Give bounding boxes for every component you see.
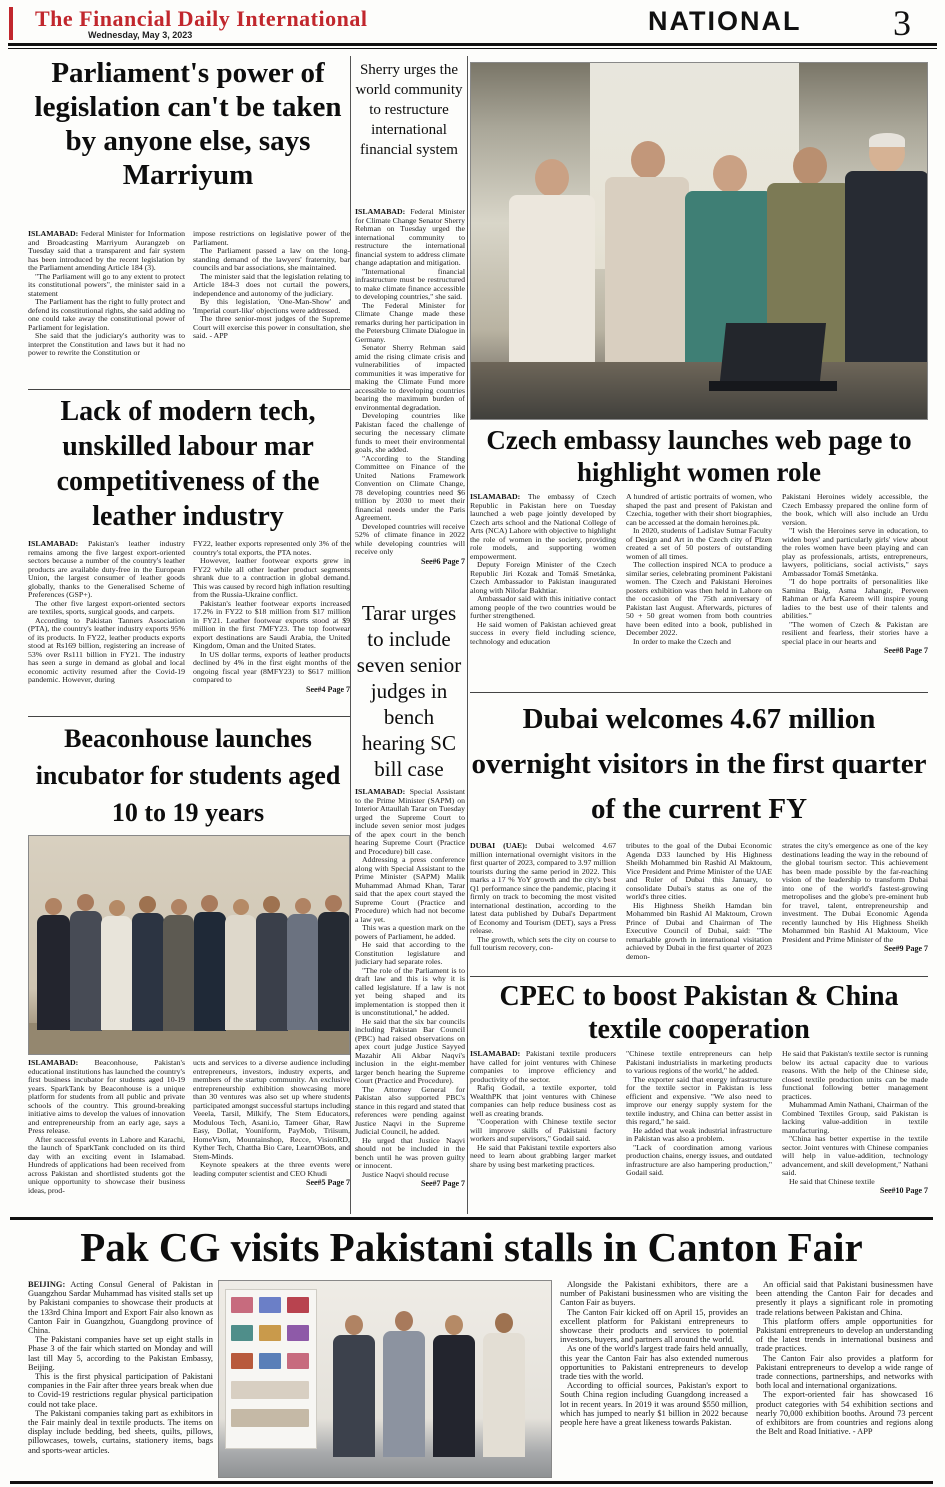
- product-box: [259, 1325, 281, 1341]
- sherry-jumpline: See#6 Page 7: [421, 556, 465, 566]
- person-head: [45, 898, 62, 915]
- paragraph: impose restrictions on legislative power of the Parliament.: [193, 230, 350, 247]
- paragraph: The Canton Fair also provides a platform for Pakistani entrepreneurs to develop a wide range of trade connections, partnerships, and networks with both local and international organizations.: [756, 1353, 933, 1391]
- person-head: [109, 900, 125, 916]
- paragraph-list: [470, 561, 616, 646]
- person-figure: [163, 915, 194, 1031]
- paragraph-list: [28, 273, 185, 358]
- person-figure: [509, 195, 595, 375]
- dateline: ISLAMABAD:: [28, 1059, 79, 1067]
- paragraph: ISLAMABAD: Pakistani textile producers have called for joint ventures with Chinese companies to improve efficiency and productivity of the sector.: [470, 1050, 617, 1084]
- paragraph-list: [626, 493, 772, 646]
- masthead-title: The Financial Daily International: [35, 6, 368, 31]
- column-rule-left: [350, 56, 351, 1214]
- person-head: [713, 155, 747, 193]
- page-number: 3: [893, 3, 911, 43]
- section-label: NATIONAL: [648, 6, 802, 36]
- paragraph: ISLAMABAD: Pakistan's leather industry remains among the five largest export-oriented sectors because a number of the country's leather products are available duty-free in the European Union, the largest consumer of leather goods globally, thanks to the Generalised Scheme of Preferences (GSP+).: [28, 540, 186, 599]
- paragraph-list: [782, 1050, 928, 1186]
- paragraph: In order to make the Czech and: [633, 636, 731, 646]
- beaconhouse-jumpline: See#5 Page 7: [306, 1178, 350, 1187]
- paragraph: In 2020, students of Ladislav Sutnar Faculty of Design and Art in the Czech city of Plzen created a set of 50 posters of outstanding women of all times.: [626, 526, 772, 561]
- laptop-base: [709, 381, 837, 391]
- canton-col2: [560, 1280, 748, 1478]
- person-head: [793, 147, 827, 185]
- paragraph: Muhammad Amin Nathani, Chairman of the Combined Textiles Group, said Pakistan is lacking value-addition in textile manufacturing.: [782, 1100, 928, 1135]
- product-box: [231, 1353, 253, 1369]
- paragraph: ISLAMABAD: Special Assistant to the Prime Minister (SAPM) on Interior Attaullah Tarar on Tuesday urged the Supreme Court to include seven senior most judges of the apex court in the bench hearing Supreme Court (Practice and Procedure) bill case.: [355, 788, 465, 856]
- paragraph: Senator Sherry Rehman said amid the rising climate crisis and vulnerabilities of impacted communities it was imperative for making the Climate Fund more accessible to developing countries bearing the maximum burden of environmental degradation.: [355, 343, 465, 412]
- photo-table: [471, 362, 927, 419]
- paragraph: "Cooperation with Chinese textile sector will improve skills of Pakistani factory workers and supervisors," Godail said.: [470, 1117, 616, 1143]
- person-hair: [869, 133, 905, 147]
- person-figure: [132, 913, 164, 1031]
- paragraph: Alongside the Pakistani exhibitors, there are a number of Pakistani businessmen who are visiting the Canton Fair as buyers.: [560, 1280, 748, 1308]
- paragraph: Developed countries will receive 52% of climate finance in 2022 while developing countries will receive only: [355, 521, 465, 556]
- paragraph: She said that the judiciary's authority was to interpret the Constitution and laws but it had no power to rewrite the Constitution or: [28, 331, 185, 357]
- paragraph: "The role of the Parliament is to draft law and this is why it is called legislature. If a law is not yet being shaped and its implementation is stopped then it is unconstitutional," he added.: [355, 965, 465, 1017]
- product-box: [287, 1325, 309, 1341]
- leather-jumpline: See#4 Page 7: [306, 684, 350, 694]
- paragraph: He said that according to the Constitution legislature and judiciary had separate roles.: [355, 940, 465, 966]
- paragraph: "I do hope portraits of personalities like Samina Baig, Asma Jahangir, Perween Rahman or Arfa Kareem will inspire young ladies to the best use of their talents and abilities.": [782, 577, 928, 620]
- paragraph: However, leather footwear exports grew in FY22 while all other leather product segments shrank due to a contraction in global demand. This was caused by record high inflation resulting from the Russia-Ukraine conflict.: [193, 556, 350, 599]
- column-rule-right: [467, 56, 468, 1214]
- tarar-headline: Tarar urges to include seven senior judges in bench hearing SC bill case: [356, 601, 462, 781]
- person-figure: [225, 915, 256, 1030]
- person-figure: [287, 914, 318, 1030]
- divider-thick: [10, 1217, 933, 1220]
- product-box: [287, 1353, 309, 1369]
- paragraph-list: [28, 600, 185, 685]
- person-figure: [333, 1335, 375, 1457]
- paragraph: Deputy Foreign Minister of the Czech Republic Jiri Kozak and Tomáš Smetánka, Czech Ambassador to Pakistan inaugurated along with Nilofar Bakhtiar.: [470, 560, 616, 595]
- paragraph: He added that weak industrial infrastructure in Pakistan was also a problem.: [626, 1125, 772, 1143]
- paragraph-list: [193, 230, 350, 341]
- paragraph: The growth, which sets the city on course to full tourism recovery, con-: [470, 934, 616, 952]
- person-figure: [37, 915, 70, 1030]
- leather-headline: Lack of modern tech, unskilled labour mar competitiveness of the leather industry: [56, 396, 320, 532]
- product-box: [231, 1409, 309, 1427]
- person-head: [295, 898, 311, 914]
- czech-col2: [626, 493, 772, 656]
- dubai-body: [470, 842, 928, 974]
- person-figure: [318, 912, 350, 1031]
- header-rule: [8, 43, 937, 49]
- paragraph: BEIJING: Acting Consul General of Pakistan in Guangzhou Sardar Muhammad has visited stalls set up by Pakistani companies to showcase their products at the 133rd China Import and Export Fair also known as Canton Fair in Guangzhou, Guangdong province of China.: [28, 1280, 213, 1336]
- czech-jumpline: See#8 Page 7: [884, 646, 928, 655]
- paragraph: He said that Chinese textile: [789, 1176, 875, 1186]
- paragraph-list: [470, 936, 616, 953]
- dateline: DUBAI (UAE):: [470, 842, 528, 850]
- dubai-col1: [470, 842, 616, 961]
- paragraph: The Federal Minister for Climate Change made these remarks during her participation in the Petersburg Climate Dialogue in Germany.: [355, 300, 465, 344]
- person-head: [631, 141, 665, 179]
- paragraph: The Attorney General for Pakistan also supported PBC's stance in this regard and stated that references were pending against Justice Naqvi in the Supreme Judicial Council, he added.: [355, 1084, 465, 1136]
- paragraph: This platform offers ample opportunities for Pakistani entrepreneurs to develop an understanding of the latest trends in international business and trade practices.: [756, 1316, 933, 1354]
- paragraph: This was a question mark on the powers of Parliament, he added.: [355, 923, 465, 941]
- paragraph: "China has better expertise in the textile sector. Joint ventures with Chinese companies will help in value-addition, technology advancement, and skill development," Nathani said.: [782, 1134, 928, 1177]
- paragraph: He said that Pakistani textile exporters also need to learn about grabbing larger market share by using best marketing practices.: [470, 1142, 616, 1169]
- dateline: ISLAMABAD:: [470, 1050, 521, 1058]
- masthead-red-mark: [9, 7, 13, 40]
- dubai-col3: [782, 842, 928, 961]
- product-box: [259, 1353, 281, 1369]
- paragraph: "Lack of coordination among various production chains, energy issues, and outdated infrastructure are also hampering production," Godail said.: [626, 1142, 772, 1177]
- paragraph: The other five largest export-oriented sectors are textiles, sports, surgical goods, and carpets.: [28, 598, 185, 616]
- paragraph: "International financial infrastructure must be restructured to make climate finance accessible to developing countries," she said.: [355, 266, 465, 301]
- paragraph: "I wish the Heroines serve in education, to widen boys' and particularly girls' view about the roles women have been playing and can play as professionals, artists, entrepreneurs, lawyers, politicians, social activists," says Ambassador Tomáš Smetánka.: [782, 526, 928, 578]
- beaconhouse-col2: [193, 1059, 350, 1195]
- dateline: ISLAMABAD:: [28, 540, 79, 548]
- paragraph: DUBAI (UAE): Dubai welcomed 4.67 million international overnight visitors in the first quarter of 2023, compared to 3.97 million tourists during the same period in 2022. This marks a 17 % YoY growth and the city's best Q1 performance since the pandemic, placing it firmly on track to becoming the most visited international destination, according to the latest data published by Dubai's Department of Economy and Tourism (DET), says a Press release.: [470, 842, 617, 935]
- product-box: [231, 1297, 253, 1313]
- sherry-headline: Sherry urges the world community to restructure international financial system: [355, 62, 463, 158]
- person-head: [495, 1313, 513, 1333]
- dateline: ISLAMABAD:: [28, 230, 79, 238]
- paragraph: This is the first physical participation of Pakistani companies in the Fair after three years break when due to Covid-19 restrictions regular physical participation could not take place.: [28, 1372, 213, 1409]
- paragraph: The Canton Fair kicked off on April 15, provides an excellent platform for Pakistani entrepreneurs to showcase their products and services to potential investors, buyers, and partners all around the world.: [560, 1307, 748, 1345]
- paragraph-list: [28, 1335, 213, 1455]
- paragraph-list: [560, 1280, 748, 1427]
- paragraph: Ambassador said with this initiative contact among people of the two countries would be further strengthened.: [470, 594, 616, 620]
- paragraph: ISLAMABAD: Federal Minister for Information and Broadcasting Marriyum Aurangzeb on Tuesday said that a transparent and fair system has been introduced by the recent legislation by the Parliament amending Article 184 (3).: [28, 230, 185, 272]
- paragraph: strates the city's emergence as one of the key destinations leading the way in the rebound of the global tourism sector. This achievement has been made possible by the far-reaching vision of the leadership to transform Dubai into one of the world's fastest-growing metropolises and the globe's pre-eminent hub for travel, talent, entrepreneurship and investment. The Dubai Economic Agenda recently launched by His Highness Sheikh Mohammed bin Rashid Al Maktoum, Vice President and Prime Minister of the: [782, 842, 928, 944]
- paragraph: His Highness Sheikh Hamdan bin Mohammed bin Rashid Al Maktoum, Crown Prince of Dubai and Chairman of The Executive Council of Dubai, said: "The remarkable growth in international visitation achieved by Dubai in the first quarter of 2023 demon-: [626, 900, 772, 961]
- czech-photo: [470, 62, 928, 420]
- page-bottom-rule: [10, 1481, 933, 1484]
- paragraph: Rafiq Godail, a textile exporter, told WealthPK that joint ventures with Chinese companies can help reduce business cost as well as creating brands.: [470, 1083, 616, 1118]
- czech-headline: Czech embassy launches web page to highlight women role: [486, 425, 912, 487]
- paragraph: FY22, leather exports represented only 3% of the country's total exports, the PTA notes.: [193, 540, 350, 557]
- paragraph: The Parliament has the right to fully protect and defend its constitutional rights, she said adding no one could take away the constitutional power of Parliament for legislation.: [28, 297, 185, 332]
- person-head: [345, 1315, 363, 1335]
- paragraph: He said that the six bar councils including Pakistan Bar Council (PBC) had raised observations on apex court judge Justice Sayyed Mazahir Ali Akbar Naqvi's inclusion in the eight-member larger bench hearing the Supreme Court (Practice and Procedure).: [355, 1016, 465, 1085]
- paragraph: The three senior-most judges of the Supreme Court will exercise this power in consultation, she said. - APP: [193, 314, 350, 340]
- dateline: BEIJING:: [28, 1280, 66, 1289]
- cpec-col1: [470, 1050, 616, 1196]
- leather-body: [28, 540, 350, 712]
- paragraph: The Parliament passed a law on the long-standing demand of the lawyers' fraternity, bar councils and bar associations, she maintained.: [193, 246, 350, 272]
- person-head: [139, 896, 156, 913]
- dateline: ISLAMABAD:: [355, 788, 406, 796]
- paragraph: An official said that Pakistani businessmen have been attending the Canton Fair for decades and presently it plays a significant role in promoting trade relations between Pakistan and China.: [756, 1280, 933, 1317]
- paragraph: The Pakistani companies taking part as exhibitors in the Fair mainly deal in textile products. The items on display include bedding, bed sheets, quilts, pillows, pillowcases, towels, curtains, stationery items, bags and sports-wear articles.: [28, 1408, 213, 1455]
- canton-headline: Pak CG visits Pakistani stalls in Canton Fair: [80, 1224, 863, 1270]
- canton-col3: [756, 1280, 933, 1478]
- paragraph: Developing countries like Pakistan faced the challenge of securing the necessary climate funds to meet their environmental goals, she added.: [355, 411, 465, 454]
- paragraph: ISLAMABAD: Beaconhouse, Pakistan's educational institutions has launched the country's first business incubator for students aged 10-19 years. SparkTank by Beaconhouse is a unique platform for students from all public and private schools of the country. This ground-breaking initiative aims to develop the values of innovation and entrepreneurship from an early age, says a Press release.: [28, 1059, 185, 1135]
- tarar-body: [355, 788, 465, 1216]
- sherry-body: [355, 208, 465, 586]
- person-figure: [101, 916, 132, 1030]
- paragraph: Pakistani Heroines widely accessible, the Czech Embassy prepared the online form of the book, which will also include an Urdu version.: [782, 493, 928, 527]
- paragraph-list: [626, 1050, 772, 1178]
- paragraph-list: [782, 493, 928, 646]
- dubai-col2: [626, 842, 772, 961]
- paragraph: The export-oriented fair has showcased 16 product categories with 54 exhibition sections and nearly 70,000 exhibition booths. Around 73 percent of exhibitors are from countries and regions along the Belt and Road Initiative. - APP: [756, 1390, 933, 1437]
- paragraph: The Pakistani companies have set up eight stalls in Phase 3 of the fair which started on Monday and will last till May 5, according to the Pakistan Embassy, Beijing.: [28, 1335, 213, 1372]
- paragraph: "According to the Standing Committee on Finance of the United Nations Framework Convention on Climate Change, 78 developing countries need $6 trillion by 2030 to meet their financial needs under the Paris Agreement.: [355, 453, 465, 522]
- paragraph: He said that Pakistan's textile sector is running below its actual capacity due to various reasons. With the help of the Chinese side, closed textile production units can be made functional following better management practices.: [782, 1050, 928, 1101]
- beaconhouse-photo: [28, 835, 350, 1055]
- paragraph: "Chinese textile entrepreneurs can help Pakistani industrialists in marketing products to various regions of the world," he added.: [626, 1050, 772, 1075]
- czech-col3: [782, 493, 928, 656]
- paragraph-list: [756, 1280, 933, 1436]
- tarar-jumpline: See#7 Page 7: [421, 1179, 465, 1188]
- paragraph: ISLAMABAD: The embassy of Czech Republic in Pakistan here on Tuesday launched a web page jointly developed by Czech arts school and the National College of Arts (NCA) Lahore with objective to highlight the role of women in the society, providing role models, and supporting women empowerment.: [470, 493, 616, 561]
- beaconhouse-headline: Beaconhouse launches incubator for students aged 10 to 19 years: [35, 724, 341, 827]
- paragraph-list: [355, 268, 465, 557]
- person-head: [263, 896, 280, 913]
- paragraph: After successful events in Lahore and Karachi, the launch of SparkTank concluded on its third day with an exciting event in Islamabad. Hundreds of applications had been received from across Pakistan and shortlisted students got the unique opportunity to showcase their business ideas, prod-: [28, 1134, 185, 1195]
- parliament-headline: Parliament's power of legislation can't be taken by anyone else, says Marriyum: [34, 57, 342, 191]
- person-head: [535, 159, 569, 197]
- person-figure: [483, 1333, 525, 1457]
- paragraph: Pakistan's leather footwear exports increased 17.2% in FY22 to $18 million from $17 million in FY21. Leather footwear exports stood at $9 million in the first 7MFY23. The top footwear export destinations are Saudi Arabia, the United Kingdom, Oman and the United States.: [193, 598, 350, 650]
- paragraph: In US dollar terms, exports of leather products declined by 4% in the first eight months of the ongoing fiscal year (8MFY23) to $617 million compared to: [193, 649, 350, 684]
- laptop-screen: [720, 323, 826, 381]
- dubai-jumpline: See#9 Page 7: [884, 944, 928, 953]
- dateline: ISLAMABAD:: [470, 493, 521, 501]
- czech-body: [470, 493, 928, 689]
- person-head: [395, 1311, 413, 1331]
- product-box: [231, 1381, 309, 1399]
- divider: [28, 716, 350, 717]
- paragraph-list: [355, 856, 465, 1179]
- person-head: [233, 899, 249, 915]
- paragraph: According to Pakistan Tanners Association (PTA), the country's leather industry exports 95% of its products. In FY22, leather products exports stood at Rs169 billion, registering an increase of 53% over Rs111 billion in FY21. The industry has seen a surge in demand as global and local economic activity resumed after the Covid-19 pandemic. However, during: [28, 615, 185, 684]
- paragraph: The exporter said that energy infrastructure for the textile sector in Pakistan is less efficient and expensive. "We also need to improve our energy supply system for the textile industry, and China can better assist in this regard," he said.: [626, 1074, 772, 1126]
- cpec-headline: CPEC to boost Pakistan & China textile cooperation: [499, 981, 899, 1045]
- paragraph: Addressing a press conference along with Special Assistant to the Prime Minister (SAPM) Malik Muhammad Ahmad Khan, Tarar said that the apex court stayed the Supreme Court (Practice and Procedure) which had not become a law yet.: [355, 855, 465, 924]
- beaconhouse-col1: [28, 1059, 185, 1195]
- product-box: [287, 1297, 309, 1313]
- paragraph: He said women of Pakistan achieved great success in every field including science, technology and education: [470, 619, 616, 646]
- paragraph-list: [193, 1059, 350, 1178]
- person-figure: [845, 171, 928, 381]
- divider: [470, 692, 928, 693]
- person-figure: [256, 913, 288, 1031]
- paragraph: ISLAMABAD: Federal Minister for Climate Change Senator Sherry Rehman on Tuesday urged the international community to restructure the international financial system to address climate change adaptation and mitigation.: [355, 208, 465, 267]
- czech-col1: [470, 493, 616, 656]
- person-figure: [70, 911, 102, 1031]
- paragraph: According to official sources, Pakistan's export to South China region including Guangdong increased a lot in recent years. In 2019 it was around $550 million, which has jumped to nearly $1 billion in 2022 because people here have a great likeness towards Pakistan.: [560, 1381, 748, 1428]
- canton-photo: [218, 1280, 552, 1478]
- paragraph: tributes to the goal of the Dubai Economic Agenda D33 launched by His Highness Sheikh Mohammed bin Rashid Al Maktoum, Vice President and Prime Minister of the UAE and Ruler of Dubai this January, to consolidate Dubai's status as one of the world's three cities.: [626, 842, 772, 901]
- paragraph: Keynote speakers at the three events were leading computer scientist and CEO Khudi: [193, 1160, 350, 1178]
- person-figure: [433, 1335, 475, 1457]
- cpec-col3: [782, 1050, 928, 1196]
- paragraph: ucts and services to a diverse audience including entrepreneurs, investors, industry experts, and members of the startup community. An exclusive entrepreneurship exhibition showcasing more than 30 ventures was also set up where students participated amongst successful startups including Veeela, Tarsil, Milkify, The Stem Educators, Modulous Tech, Asani.io, Tameer Ghar, Raw Easy, Dollat, Youniform, PayMob, Triisum, HomeVism, Mountainshop, Recce, VisionRD, Kyther Tech, Chattha Bio Care, LearnOBots, and Stem-Minds.: [193, 1059, 350, 1161]
- dateline: ISLAMABAD:: [355, 208, 406, 216]
- paragraph-list: [470, 1084, 616, 1169]
- person-head: [171, 899, 187, 915]
- person-head: [325, 895, 342, 912]
- cpec-body: [470, 1050, 928, 1214]
- parliament-col1: [28, 230, 185, 358]
- divider: [470, 976, 928, 977]
- paragraph: The collection inspired NCA to produce a similar series, celebrating prominent Pakistani women. The Czech and Pakistani Heroines posters exhibition was then held in Lahore on the occasion of the 75th anniversary of Pakistan last August. Afterwards, pictures of 50 + 50 great women from both countries have been edited into a book, published in December 2022.: [626, 560, 772, 637]
- person-head: [445, 1315, 463, 1335]
- paragraph: "The Parliament will go to any extent to protect its constitutional powers", the minister said in a statement: [28, 271, 185, 298]
- leather-col2: [193, 540, 350, 694]
- person-head: [77, 894, 94, 911]
- person-head: [201, 895, 218, 912]
- paragraph-list: [28, 1136, 185, 1196]
- paragraph: Justice Naqvi should recuse: [362, 1169, 449, 1179]
- parliament-body: [28, 230, 350, 386]
- cpec-col2: [626, 1050, 772, 1196]
- cpec-jumpline: See#10 Page 7: [880, 1186, 928, 1195]
- paragraph-list: [193, 540, 350, 685]
- person-figure: [383, 1331, 425, 1457]
- paragraph-list: [782, 842, 928, 944]
- dubai-headline: Dubai welcomes 4.67 million overnight visitors in the first quarter of the current FY: [471, 703, 927, 825]
- paragraph: A hundred of artistic portraits of women, who shaped the past and present of Pakistan and Czechia, together with their short biographies, can be accessed at the domain heroines.pk.: [626, 493, 772, 527]
- paragraph: The minister said that the legislation relating to Article 184-3 does not curtail the powers, independence and autonomy of the judiciary.: [193, 271, 350, 298]
- paragraph: As one of the world's largest trade fairs held annually, this year the Canton Fair has also extended numerous opportunities to Pakistani entrepreneurs to develop trade ties with the world.: [560, 1344, 748, 1382]
- masthead-date: Wednesday, May 3, 2023: [88, 30, 193, 40]
- product-box: [259, 1297, 281, 1313]
- leather-col1: [28, 540, 185, 694]
- paragraph-list: [626, 842, 772, 961]
- paragraph: "The women of Czech & Pakistan are resilient and fearless, their stories have a special place in our hearts and: [782, 619, 928, 646]
- canton-col1: [28, 1280, 213, 1478]
- paragraph: He urged that Justice Naqvi should not be included in the bench until he was proven guilty or innocent.: [355, 1135, 465, 1170]
- product-box: [231, 1325, 253, 1341]
- divider: [28, 389, 350, 390]
- person-figure: [605, 177, 689, 377]
- paragraph: By this legislation, 'One-Man-Show' and 'Imperial court-like' objections were addressed.: [193, 297, 350, 315]
- parliament-col2: [193, 230, 350, 358]
- person-figure: [194, 912, 226, 1031]
- beaconhouse-body: [28, 1059, 350, 1215]
